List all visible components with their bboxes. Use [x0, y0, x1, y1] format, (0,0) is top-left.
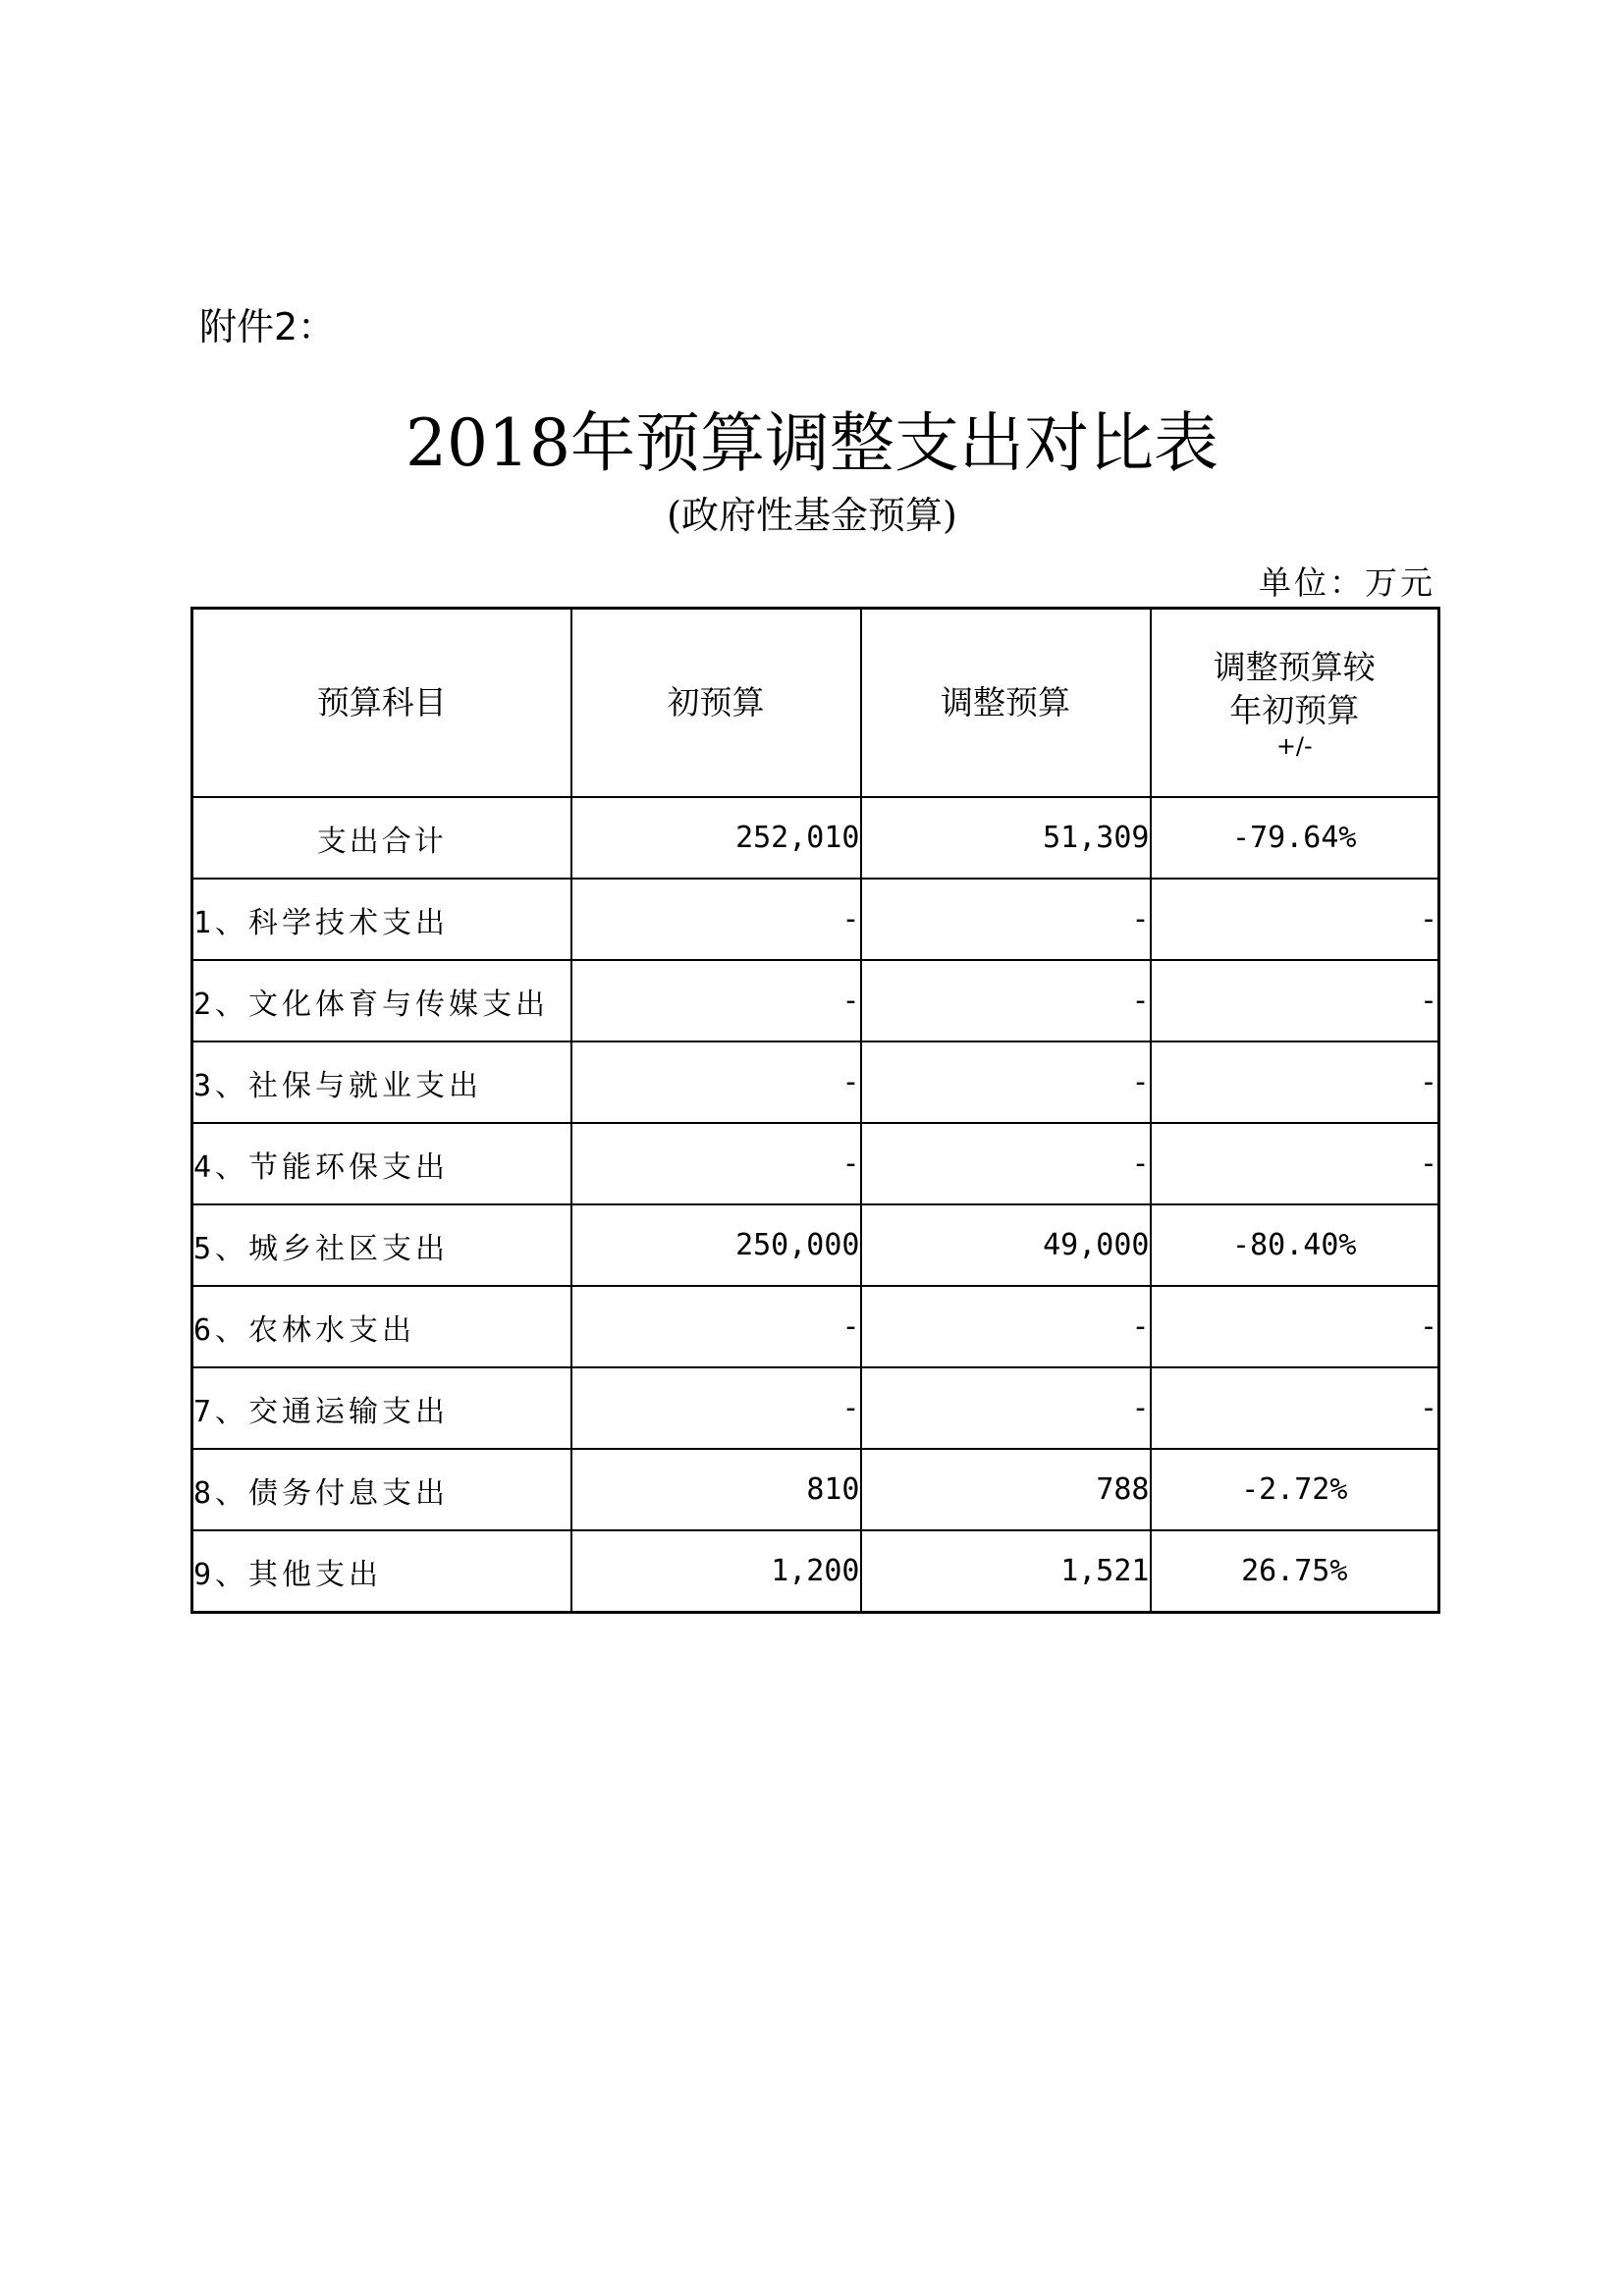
- cell-budget-item: 1、科学技术支出: [192, 879, 571, 960]
- cell-initial-budget: -: [571, 1286, 861, 1367]
- header-change: [1151, 609, 1439, 798]
- cell-change: -: [1151, 1041, 1439, 1123]
- attachment-label: 附件2：: [199, 305, 336, 348]
- header-change-line2: 年初预算: [1229, 691, 1360, 729]
- cell-adjusted-budget: 49,000: [861, 1204, 1151, 1286]
- cell-budget-item: 3、社保与就业支出: [192, 1041, 571, 1123]
- cell-budget-item: 2、文化体育与传媒支出: [192, 960, 571, 1041]
- page-subtitle: (政府性基金预算): [667, 494, 957, 537]
- header-adjusted-budget: 调整预算: [861, 609, 1151, 798]
- cell-budget-item: 6、农林水支出: [192, 1286, 571, 1367]
- table-row: [192, 1041, 1439, 1123]
- cell-adjusted-budget: -: [861, 960, 1151, 1041]
- page-title: 2018年预算调整支出对比表: [406, 405, 1218, 481]
- table-row: [192, 1449, 1439, 1530]
- cell-budget-item: 支出合计: [192, 797, 571, 879]
- table-row: [192, 1367, 1439, 1449]
- table-row: [192, 1123, 1439, 1204]
- cell-change: -: [1151, 1367, 1439, 1449]
- cell-change: -: [1151, 960, 1439, 1041]
- cell-budget-item: 8、债务付息支出: [192, 1449, 571, 1530]
- cell-adjusted-budget: -: [861, 879, 1151, 960]
- cell-adjusted-budget: -: [861, 1123, 1151, 1204]
- table-row: [192, 1286, 1439, 1367]
- table-row-total: [192, 797, 1439, 879]
- cell-budget-item: 7、交通运输支出: [192, 1367, 571, 1449]
- table-header-row: [192, 609, 1439, 798]
- table-row: [192, 960, 1439, 1041]
- cell-initial-budget: 1,200: [571, 1530, 861, 1613]
- header-change-line1: 调整预算较: [1213, 648, 1376, 686]
- cell-change: -80.40%: [1151, 1204, 1439, 1286]
- cell-adjusted-budget: 1,521: [861, 1530, 1151, 1613]
- cell-adjusted-budget: -: [861, 1286, 1151, 1367]
- cell-initial-budget: -: [571, 1041, 861, 1123]
- table-row: [192, 1530, 1439, 1613]
- cell-initial-budget: -: [571, 1123, 861, 1204]
- cell-initial-budget: 810: [571, 1449, 861, 1530]
- cell-change: -79.64%: [1151, 797, 1439, 879]
- cell-initial-budget: -: [571, 1367, 861, 1449]
- header-change-line3: +/-: [1275, 732, 1313, 760]
- table-row: [192, 1204, 1439, 1286]
- cell-change: -: [1151, 879, 1439, 960]
- cell-initial-budget: 250,000: [571, 1204, 861, 1286]
- cell-budget-item: 4、节能环保支出: [192, 1123, 571, 1204]
- cell-initial-budget: 252,010: [571, 797, 861, 879]
- table-row: [192, 879, 1439, 960]
- cell-adjusted-budget: 788: [861, 1449, 1151, 1530]
- unit-label: 单位：万元: [1259, 563, 1435, 602]
- cell-change: -: [1151, 1286, 1439, 1367]
- cell-change: 26.75%: [1151, 1530, 1439, 1613]
- cell-adjusted-budget: -: [861, 1367, 1151, 1449]
- cell-change: -: [1151, 1123, 1439, 1204]
- cell-change: -2.72%: [1151, 1449, 1439, 1530]
- header-budget-item: 预算科目: [192, 609, 571, 798]
- cell-adjusted-budget: 51,309: [861, 797, 1151, 879]
- header-initial-budget: 初预算: [571, 609, 861, 798]
- cell-adjusted-budget: -: [861, 1041, 1151, 1123]
- cell-budget-item: 5、城乡社区支出: [192, 1204, 571, 1286]
- cell-budget-item: 9、其他支出: [192, 1530, 571, 1613]
- cell-initial-budget: -: [571, 960, 861, 1041]
- cell-initial-budget: -: [571, 879, 861, 960]
- budget-comparison-table: [190, 607, 1440, 1614]
